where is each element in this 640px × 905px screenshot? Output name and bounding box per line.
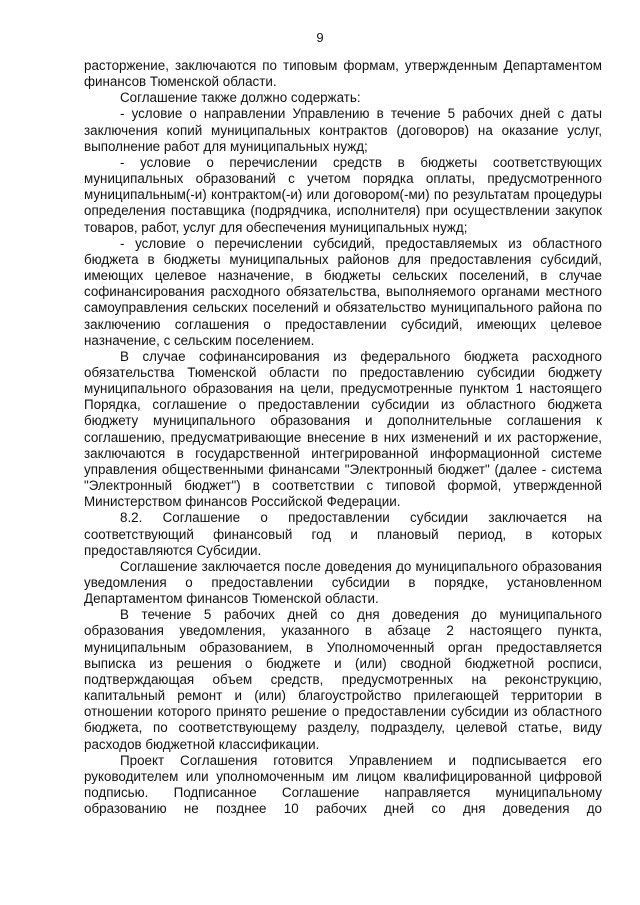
paragraph-agreement-intro: Соглашение также должно содержать: xyxy=(120,90,361,106)
paragraph-condition-transfer-funds: - условие о перечислении средств в бюджеты соответствующих муниципальных образований с учетом порядка оплаты, предусмотренного муниципальным(-и) контрактом(-и) или договором(-ми) по результатам процедуры определения поставщика (подрядчика, исполнителя) при осуществлении закупок товаров, работ, услуг для обеспечения муниципальных нужд; xyxy=(84,154,602,235)
paragraph-continuation: расторжение, заключаются по типовым формам, утвержденным Департаментом финансов Тюменской области. xyxy=(84,58,602,90)
paragraph-draft-agreement: Проект Соглашения готовится Управлением и подписывается его руководителем или уполномоченным им лицом квалифицированной цифровой подписью. Подписанное Соглашение направляется муниципальному образованию не позднее 10 рабочих дней со дня доведения до xyxy=(84,752,602,817)
paragraph-agreement-conclusion: Соглашение заключается после доведения до муниципального образования уведомления о предоставлении субсидии в порядке, установленном Департаментом финансов Тюменской области. xyxy=(84,558,602,607)
paragraph-federal-cofinancing: В случае софинансирования из федерального бюджета расходного обязательства Тюменской области по предоставлению субсидии бюджету муниципального образования на цели, предусмотренные пунктом 1 настоящего Порядка, соглашение о предоставлении субсидии из областного бюджета бюджету муниципального образования и дополнительные соглашения к соглашению, предусматривающие внесение в них изменений и их расторжение, заключаются в государственной интегрированной информационной системе управления общественными финансами "Электронный бюджет" (далее - система "Электронный бюджет") в соответствии с типовой формой, утвержденной Министерством финансов Российской Федерации. xyxy=(84,348,602,510)
document-body xyxy=(84,58,602,817)
page-number: 9 xyxy=(316,30,324,45)
paragraph-condition-transfer-subsidies: - условие о перечислении субсидий, предоставляемых из областного бюджета в бюджеты муниципальных районов для предоставления субсидий, имеющих целевое назначение, в бюджеты сельских поселений, в случае софинансирования расходного обязательства, выполняемого органами местного самоуправления сельских поселений и обязательство муниципального района по заключению соглашения о предоставлении субсидий, имеющих целевое назначение, с сельским поселением. xyxy=(84,235,602,348)
paragraph-budget-extract: В течение 5 рабочих дней со дня доведения до муниципального образования уведомления, указанного в абзаце 2 настоящего пункта, муниципальным образованием, в Уполномоченный орган предоставляется выписка из решения о бюджете и (или) сводной бюджетной росписи, подтверждающая объем средств, предусмотренных на реконструкцию, капитальный ремонт и (или) благоустройство прилегающей территории в отношении которого принято решение о предоставлении субсидии из областного бюджета, по соответствующему разделу, подразделу, целевой статье, виду расходов бюджетной классификации. xyxy=(84,607,602,752)
paragraph-condition-copies: - условие о направлении Управлению в течение 5 рабочих дней с даты заключения копий муниципальных контрактов (договоров) на оказание услуг, выполнение работ для муниципальных нужд; xyxy=(84,106,602,154)
paragraph-clause-8-2: 8.2. Соглашение о предоставлении субсидии заключается на соответствующий финансовый год и плановый период, в которых предоставляются Субсидии. xyxy=(84,510,602,558)
